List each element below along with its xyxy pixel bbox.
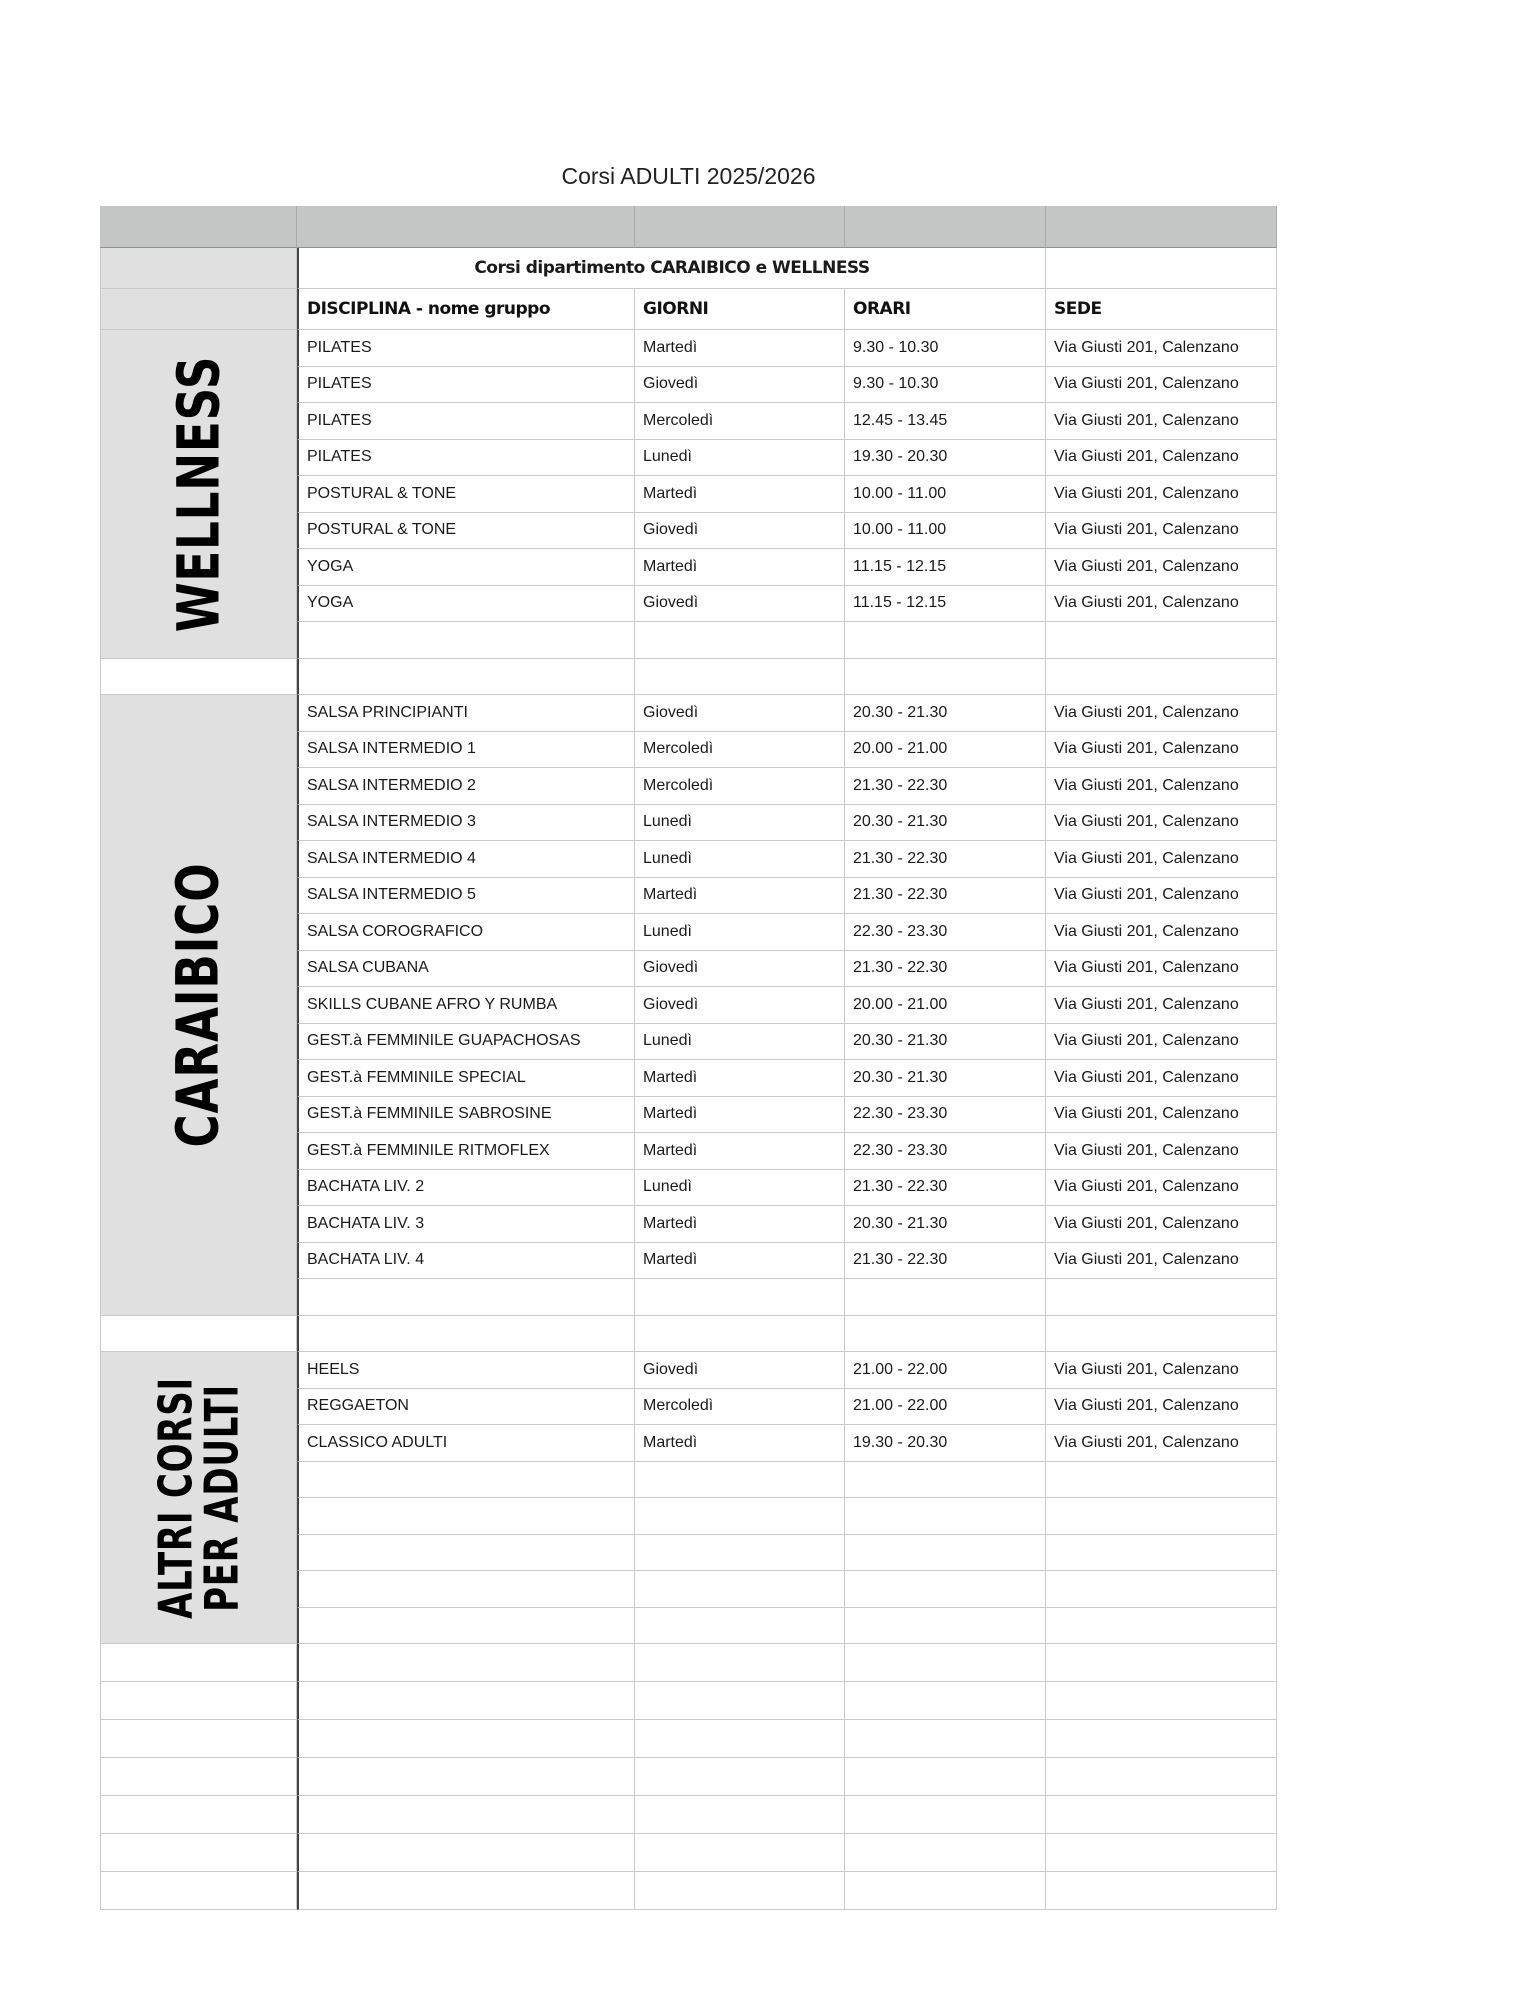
course-sede: Via Giusti 201, Calenzano [1046, 695, 1277, 732]
label-column-cell [100, 1720, 297, 1758]
empty-cell [635, 1872, 845, 1910]
course-orari: 10.00 - 11.00 [845, 476, 1046, 513]
course-giorni: Giovedì [635, 513, 845, 550]
course-orari: 19.30 - 20.30 [845, 440, 1046, 477]
course-sede: Via Giusti 201, Calenzano [1046, 1097, 1277, 1134]
course-orari: 21.00 - 22.00 [845, 1389, 1046, 1426]
course-orari: 20.30 - 21.30 [845, 695, 1046, 732]
course-disciplina: REGGAETON [297, 1389, 635, 1426]
table-left-border [100, 248, 101, 1910]
course-orari: 20.00 - 21.00 [845, 732, 1046, 769]
course-disciplina: POSTURAL & TONE [297, 513, 635, 550]
empty-cell [1046, 1682, 1277, 1720]
header-bar-cell [100, 206, 297, 248]
course-disciplina: GEST.à FEMMINILE RITMOFLEX [297, 1133, 635, 1170]
empty-cell [845, 1796, 1046, 1834]
empty-cell [297, 1796, 635, 1834]
course-disciplina: SKILLS CUBANE AFRO Y RUMBA [297, 987, 635, 1024]
empty-cell [845, 1834, 1046, 1872]
course-disciplina: SALSA COROGRAFICO [297, 914, 635, 951]
label-column-cell [100, 1872, 297, 1910]
empty-cell [635, 1682, 845, 1720]
empty-cell [1046, 1535, 1277, 1572]
empty-cell [845, 1462, 1046, 1499]
course-giorni: Martedì [635, 476, 845, 513]
empty-cell [635, 1644, 845, 1682]
label-column-cell [100, 659, 297, 696]
course-sede: Via Giusti 201, Calenzano [1046, 768, 1277, 805]
course-disciplina: BACHATA LIV. 3 [297, 1206, 635, 1243]
course-orari: 22.30 - 23.30 [845, 914, 1046, 951]
empty-cell [635, 1834, 845, 1872]
empty-cell [635, 1758, 845, 1796]
empty-cell [845, 1316, 1046, 1353]
course-sede: Via Giusti 201, Calenzano [1046, 1170, 1277, 1207]
course-giorni: Giovedì [635, 695, 845, 732]
empty-cell [297, 1720, 635, 1758]
label-column-cell [100, 248, 297, 289]
empty-cell [297, 1462, 635, 1499]
empty-cell [845, 1279, 1046, 1316]
course-disciplina: HEELS [297, 1352, 635, 1389]
course-giorni: Mercoledì [635, 1389, 845, 1426]
course-disciplina: BACHATA LIV. 4 [297, 1243, 635, 1280]
label-column-cell [100, 1796, 297, 1834]
label-column-cell [100, 1316, 297, 1353]
course-giorni: Martedì [635, 1206, 845, 1243]
label-column-cell [100, 1682, 297, 1720]
course-giorni: Lunedì [635, 1024, 845, 1061]
schedule-table [100, 206, 1277, 1910]
course-sede: Via Giusti 201, Calenzano [1046, 513, 1277, 550]
empty-cell [297, 1758, 635, 1796]
course-sede: Via Giusti 201, Calenzano [1046, 951, 1277, 988]
empty-cell [635, 1571, 845, 1608]
course-sede: Via Giusti 201, Calenzano [1046, 586, 1277, 623]
empty-cell [845, 659, 1046, 696]
course-orari: 20.00 - 21.00 [845, 987, 1046, 1024]
section-label-text: WELLNESS [164, 355, 232, 633]
empty-cell [1046, 1644, 1277, 1682]
course-orari: 11.15 - 12.15 [845, 549, 1046, 586]
course-giorni: Martedì [635, 1425, 845, 1462]
course-sede: Via Giusti 201, Calenzano [1046, 1133, 1277, 1170]
course-giorni: Lunedì [635, 440, 845, 477]
course-sede: Via Giusti 201, Calenzano [1046, 878, 1277, 915]
empty-cell [635, 1316, 845, 1353]
empty-cell [1046, 1834, 1277, 1872]
empty-cell [1046, 1279, 1277, 1316]
course-sede: Via Giusti 201, Calenzano [1046, 732, 1277, 769]
course-orari: 20.30 - 21.30 [845, 1024, 1046, 1061]
course-sede: Via Giusti 201, Calenzano [1046, 987, 1277, 1024]
course-disciplina: GEST.à FEMMINILE SPECIAL [297, 1060, 635, 1097]
section-label-line: ALTRI CORSI [148, 1376, 203, 1619]
empty-cell [1046, 1608, 1277, 1645]
course-giorni: Martedì [635, 330, 845, 367]
course-orari: 22.30 - 23.30 [845, 1097, 1046, 1134]
empty-cell [845, 1872, 1046, 1910]
course-giorni: Mercoledì [635, 732, 845, 769]
course-giorni: Martedì [635, 1060, 845, 1097]
empty-cell [297, 1279, 635, 1316]
header-bar-cell [635, 206, 845, 248]
empty-cell [1046, 1316, 1277, 1353]
course-orari: 21.30 - 22.30 [845, 951, 1046, 988]
header-bar-cell [1046, 206, 1277, 248]
label-column-cell [100, 1834, 297, 1872]
course-sede: Via Giusti 201, Calenzano [1046, 549, 1277, 586]
empty-cell [845, 622, 1046, 659]
section-label-text [148, 1376, 249, 1619]
empty-cell [297, 1498, 635, 1535]
empty-cell [845, 1608, 1046, 1645]
course-sede: Via Giusti 201, Calenzano [1046, 1243, 1277, 1280]
course-orari: 12.45 - 13.45 [845, 403, 1046, 440]
empty-cell [297, 1608, 635, 1645]
course-orari: 11.15 - 12.15 [845, 586, 1046, 623]
course-sede: Via Giusti 201, Calenzano [1046, 1024, 1277, 1061]
course-giorni: Giovedì [635, 1352, 845, 1389]
course-giorni: Giovedì [635, 951, 845, 988]
course-sede: Via Giusti 201, Calenzano [1046, 1389, 1277, 1426]
course-orari: 20.30 - 21.30 [845, 1060, 1046, 1097]
course-sede: Via Giusti 201, Calenzano [1046, 805, 1277, 842]
empty-cell [635, 1462, 845, 1499]
course-disciplina: SALSA INTERMEDIO 5 [297, 878, 635, 915]
course-disciplina: SALSA INTERMEDIO 1 [297, 732, 635, 769]
course-disciplina: SALSA CUBANA [297, 951, 635, 988]
section-label-line: PER ADULTI [194, 1383, 249, 1612]
empty-cell [1046, 659, 1277, 696]
empty-cell [845, 1535, 1046, 1572]
course-orari: 21.30 - 22.30 [845, 1170, 1046, 1207]
column-header-orari: ORARI [845, 289, 1046, 330]
empty-cell [845, 1498, 1046, 1535]
empty-cell [635, 622, 845, 659]
empty-cell [1046, 248, 1277, 289]
course-orari: 9.30 - 10.30 [845, 330, 1046, 367]
empty-cell [297, 1682, 635, 1720]
course-giorni: Mercoledì [635, 768, 845, 805]
course-sede: Via Giusti 201, Calenzano [1046, 1206, 1277, 1243]
course-sede: Via Giusti 201, Calenzano [1046, 330, 1277, 367]
course-sede: Via Giusti 201, Calenzano [1046, 914, 1277, 951]
label-column-cell [100, 1644, 297, 1682]
empty-cell [635, 1498, 845, 1535]
course-orari: 20.30 - 21.30 [845, 805, 1046, 842]
empty-cell [845, 1571, 1046, 1608]
course-disciplina: PILATES [297, 403, 635, 440]
label-column-cell [100, 1758, 297, 1796]
course-orari: 19.30 - 20.30 [845, 1425, 1046, 1462]
course-disciplina: SALSA INTERMEDIO 2 [297, 768, 635, 805]
empty-cell [635, 1720, 845, 1758]
course-disciplina: PILATES [297, 440, 635, 477]
course-disciplina: GEST.à FEMMINILE SABROSINE [297, 1097, 635, 1134]
empty-cell [297, 1872, 635, 1910]
course-sede: Via Giusti 201, Calenzano [1046, 841, 1277, 878]
empty-cell [635, 1796, 845, 1834]
course-disciplina: POSTURAL & TONE [297, 476, 635, 513]
empty-cell [635, 1279, 845, 1316]
empty-cell [1046, 1796, 1277, 1834]
course-giorni: Martedì [635, 1133, 845, 1170]
course-giorni: Martedì [635, 878, 845, 915]
column-header-giorni: GIORNI [635, 289, 845, 330]
empty-cell [845, 1682, 1046, 1720]
course-giorni: Giovedì [635, 987, 845, 1024]
course-disciplina: SALSA INTERMEDIO 3 [297, 805, 635, 842]
empty-cell [635, 659, 845, 696]
course-giorni: Giovedì [635, 586, 845, 623]
empty-cell [845, 1644, 1046, 1682]
header-bar-cell [297, 206, 635, 248]
section-label-0 [100, 330, 297, 659]
empty-cell [297, 1535, 635, 1572]
empty-cell [297, 1571, 635, 1608]
course-disciplina: SALSA PRINCIPIANTI [297, 695, 635, 732]
column-header-sede: SEDE [1046, 289, 1277, 330]
course-giorni: Lunedì [635, 1170, 845, 1207]
empty-cell [1046, 1720, 1277, 1758]
course-disciplina: SALSA INTERMEDIO 4 [297, 841, 635, 878]
course-sede: Via Giusti 201, Calenzano [1046, 476, 1277, 513]
course-disciplina: PILATES [297, 330, 635, 367]
section-label-2 [100, 1352, 297, 1644]
course-orari: 21.30 - 22.30 [845, 878, 1046, 915]
page-title: Corsi ADULTI 2025/2026 [561, 163, 816, 189]
course-giorni: Martedì [635, 1243, 845, 1280]
course-sede: Via Giusti 201, Calenzano [1046, 367, 1277, 404]
empty-cell [297, 1316, 635, 1353]
course-giorni: Mercoledì [635, 403, 845, 440]
empty-cell [1046, 1498, 1277, 1535]
course-orari: 22.30 - 23.30 [845, 1133, 1046, 1170]
course-sede: Via Giusti 201, Calenzano [1046, 1425, 1277, 1462]
empty-cell [297, 1644, 635, 1682]
course-giorni: Giovedì [635, 367, 845, 404]
empty-cell [1046, 1571, 1277, 1608]
empty-cell [1046, 1758, 1277, 1796]
course-orari: 9.30 - 10.30 [845, 367, 1046, 404]
course-sede: Via Giusti 201, Calenzano [1046, 403, 1277, 440]
section-label-1 [100, 695, 297, 1316]
course-sede: Via Giusti 201, Calenzano [1046, 440, 1277, 477]
label-column-cell [100, 289, 297, 330]
course-disciplina: BACHATA LIV. 2 [297, 1170, 635, 1207]
empty-cell [297, 659, 635, 696]
empty-cell [845, 1720, 1046, 1758]
course-giorni: Martedì [635, 1097, 845, 1134]
empty-cell [297, 622, 635, 659]
course-disciplina: YOGA [297, 549, 635, 586]
course-orari: 21.30 - 22.30 [845, 841, 1046, 878]
course-sede: Via Giusti 201, Calenzano [1046, 1060, 1277, 1097]
course-giorni: Lunedì [635, 914, 845, 951]
course-orari: 21.30 - 22.30 [845, 768, 1046, 805]
course-orari: 20.30 - 21.30 [845, 1206, 1046, 1243]
course-giorni: Lunedì [635, 805, 845, 842]
empty-cell [1046, 1462, 1277, 1499]
course-disciplina: PILATES [297, 367, 635, 404]
empty-cell [845, 1758, 1046, 1796]
department-title: Corsi dipartimento CARAIBICO e WELLNESS [297, 248, 1046, 289]
empty-cell [1046, 1872, 1277, 1910]
course-orari: 21.30 - 22.30 [845, 1243, 1046, 1280]
course-giorni: Lunedì [635, 841, 845, 878]
course-disciplina: YOGA [297, 586, 635, 623]
empty-cell [1046, 622, 1277, 659]
course-sede: Via Giusti 201, Calenzano [1046, 1352, 1277, 1389]
empty-cell [297, 1834, 635, 1872]
course-orari: 21.00 - 22.00 [845, 1352, 1046, 1389]
course-giorni: Martedì [635, 549, 845, 586]
empty-cell [635, 1608, 845, 1645]
course-disciplina: CLASSICO ADULTI [297, 1425, 635, 1462]
course-disciplina: GEST.à FEMMINILE GUAPACHOSAS [297, 1024, 635, 1061]
course-orari: 10.00 - 11.00 [845, 513, 1046, 550]
header-bar-cell [845, 206, 1046, 248]
empty-cell [635, 1535, 845, 1572]
column-header-disciplina: DISCIPLINA - nome gruppo [297, 289, 635, 330]
section-label-text: CARAIBICO [164, 862, 232, 1148]
